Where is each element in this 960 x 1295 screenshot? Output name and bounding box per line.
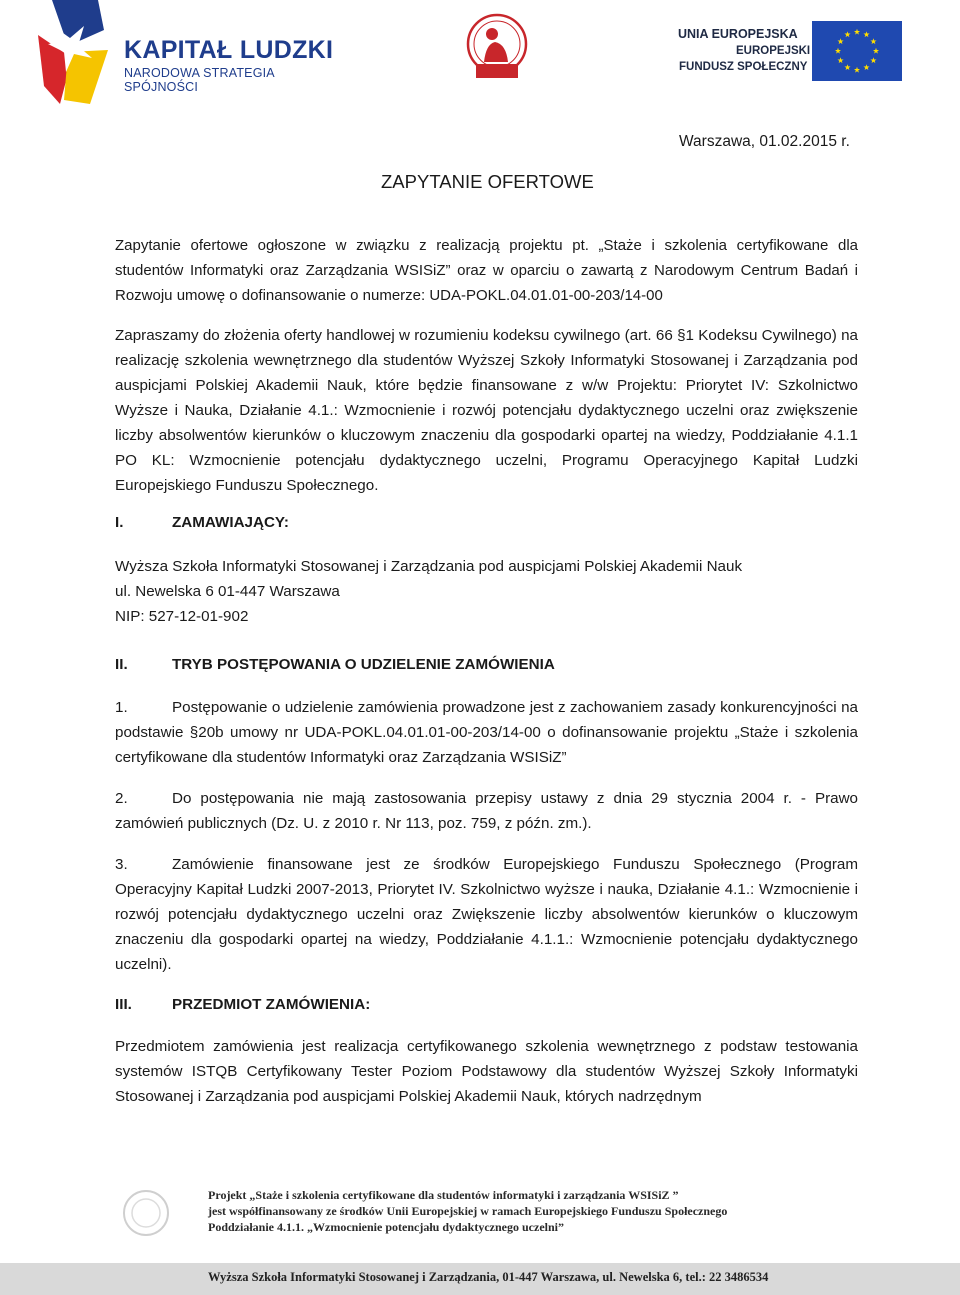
section-2-title: TRYB POSTĘPOWANIA O UDZIELENIE ZAMÓWIENIA	[172, 656, 555, 673]
section-3-title: PRZEDMIOT ZAMÓWIENIA:	[172, 996, 371, 1013]
kapital-ludzki-title: KAPITAŁ LUDZKI	[124, 36, 334, 64]
item-text: Postępowanie o udzielenie zamówienia prowadzone jest z zachowaniem zasady konkurencyjności na podstawie §20b umowy nr UDA-POKL.04.01.01-00-203/14-00 o dofinansowanie projektu „Staże i szkolenia certyfikowane dla studentów Informatyki oraz Zarządzania WSISiZ”	[115, 699, 858, 766]
footer-line-2: jest współfinansowany ze środków Unii Europejskiej w ramach Europejskiego Funduszu Społecznego	[208, 1204, 728, 1218]
item-text: Zamówienie finansowane jest ze środków Europejskiego Funduszu Społecznego (Program Operacyjny Kapitał Ludzki 2007-2013, Priorytet IV. Szkolnictwo wyższe i nauka, Działanie 4.1.: Wzmocnienie i rozwój potencjału dydaktycznego uczelni oraz Zwiększenie liczby absolwentów kierunków o kluczowym znaczeniu dla gospodarki opartej na wiedzy, Poddziałanie 4.1.1.: Wzmocnienie potencjału dydaktycznego uczelni).	[115, 856, 858, 973]
section-2-heading	[115, 656, 555, 673]
intro-paragraph: Zapytanie ofertowe ogłoszone w związku z realizacją projektu pt. „Staże i szkolenia certyfikowane dla studentów Informatyki oraz Zarządzania WSISiZ” oraz w oparciu o zawartą z Narodowym Centrum Badań i Rozwoju umowę o dofinansowanie o numerze: UDA-POKL.04.01.01-00-203/14-00	[115, 237, 858, 304]
item-number: 1.	[115, 699, 128, 716]
footer-line-1: Projekt „Staże i szkolenia certyfikowane dla studentów informatyki i zarządzania WSISiZ ”	[208, 1188, 679, 1202]
footer-logo-icon	[100, 1187, 192, 1239]
eu-line-1: UNIA EUROPEJSKA	[678, 27, 798, 41]
kapital-ludzki-logo	[38, 0, 348, 110]
section-1-title: ZAMAWIAJĄCY:	[172, 514, 289, 531]
item-number: 2.	[115, 790, 128, 807]
eu-line-3: FUNDUSZ SPOŁECZNY	[679, 61, 808, 73]
section-3-paragraph: Przedmiotem zamówienia jest realizacja certyfikowanego szkolenia wewnętrznego z podstaw testowania systemów ISTQB Certyfikowany Tester Poziom Podstawowy dla studentów Wyższej Szkoły Informatyki Stosowanej i Zarządzania pod auspicjami Polskiej Akademii Nauk, których nadrzędnym	[115, 1038, 858, 1105]
eu-flag-icon	[812, 21, 902, 81]
invite-paragraph: Zapraszamy do złożenia oferty handlowej w rozumieniu kodeksu cywilnego (art. 66 §1 Kodeksu Cywilnego) na realizację szkolenia wewnętrznego dla studentów Wyższej Szkoły Informatyki Stosowanej i Zarządzania pod auspicjami Polskiej Akademii Nauk, które będzie finansowane z w/w Projektu: Priorytet IV: Szkolnictwo Wyższe i Nauka, Działanie 4.1.: Wzmocnienie i rozwój potencjału dydaktycznego uczelni oraz zwiększenie liczby absolwentów kierunków o kluczowym znaczeniu dla gospodarki opartej na wiedzy, Poddziałanie 4.1.1 PO KL: Wzmocnienie potencjału dydaktycznego uczelni, Programu Operacyjnego Kapitał Ludzki Europejskiego Funduszu Społecznego.	[115, 327, 858, 494]
section-3-heading	[115, 996, 370, 1013]
kapital-ludzki-subtitle: NARODOWA STRATEGIA SPÓJNOŚCI	[124, 66, 275, 94]
section-1-number: I.	[115, 514, 124, 531]
section-2-item-3	[115, 852, 858, 977]
footer-line-3: Poddziałanie 4.1.1. „Wzmocnienie potencjału dydaktycznego uczelni”	[208, 1220, 564, 1234]
section-1-heading	[115, 514, 289, 531]
section-2-number: II.	[115, 656, 128, 673]
footer-bar-text: Wyższa Szkoła Informatyki Stosowanej i Zarządzania, 01-447 Warszawa, ul. Newelska 6, tel.: 22 3486534	[208, 1270, 769, 1284]
contractor-address: ul. Newelska 6 01-447 Warszawa	[115, 583, 340, 600]
section-3-number: III.	[115, 996, 132, 1013]
wit-logo-text: WIT	[492, 64, 514, 74]
document-date: Warszawa, 01.02.2015 r.	[679, 133, 850, 150]
footer-project-info	[208, 1187, 727, 1235]
item-number: 3.	[115, 856, 128, 873]
eu-line-2: EUROPEJSKI	[736, 45, 811, 57]
kapital-ludzki-star-icon	[38, 0, 110, 105]
section-2-item-1	[115, 695, 858, 770]
section-2-item-2	[115, 786, 858, 836]
contractor-name: Wyższa Szkoła Informatyki Stosowanej i Zarządzania pod auspicjami Polskiej Akademii Nauk	[115, 558, 743, 575]
item-text: Do postępowania nie mają zastosowania przepisy ustawy z dnia 29 stycznia 2004 r. - Prawo zamówień publicznych (Dz. U. z 2010 r. Nr 113, poz. 759, z późn. zm.).	[115, 790, 858, 832]
eu-logo	[678, 20, 903, 82]
document-title: ZAPYTANIE OFERTOWE	[381, 171, 594, 192]
contractor-nip: NIP: 527-12-01-902	[115, 608, 249, 625]
